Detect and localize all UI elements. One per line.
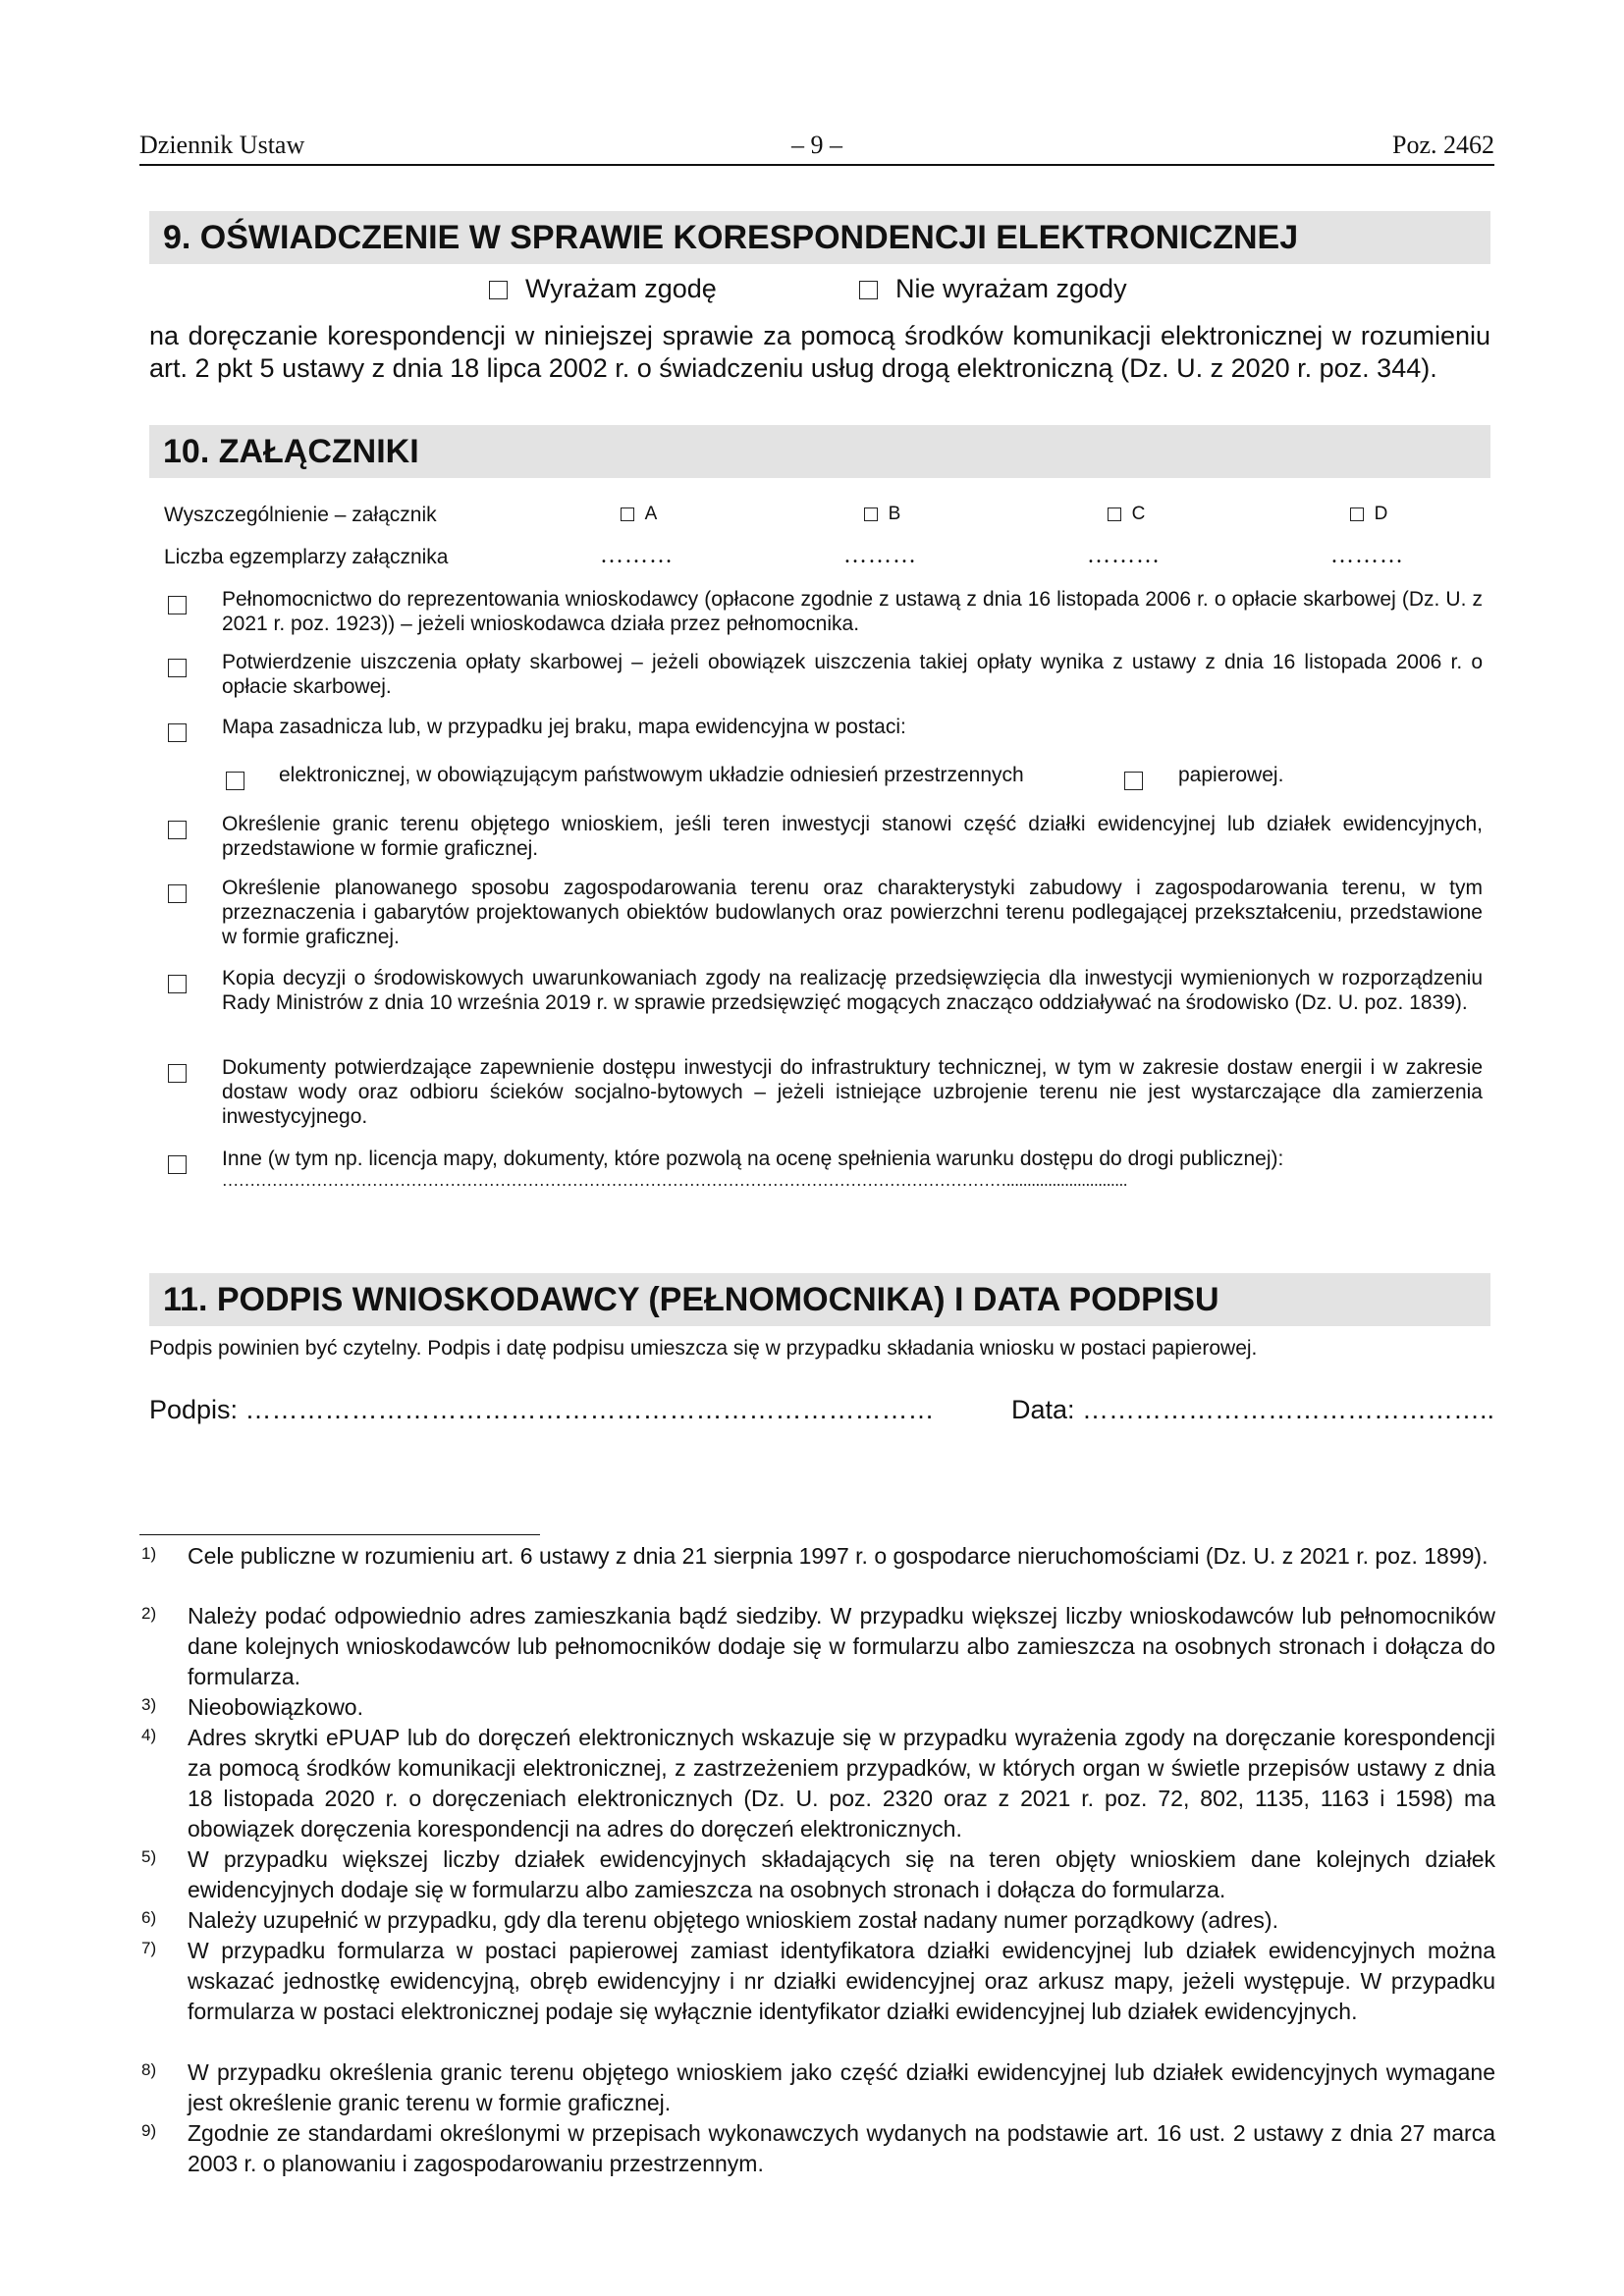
consent-no-option[interactable] [859, 274, 1127, 304]
footnote-text: Cele publiczne w rozumieniu art. 6 ustawy z dnia 21 sierpnia 1997 r. o gospodarce nieruchomościami (Dz. U. z 2021 r. poz. 1899). [188, 1543, 1489, 1569]
count-a-field[interactable]: ……… [600, 543, 674, 568]
attachment-c-checkbox[interactable] [1108, 507, 1121, 521]
consent-yes-checkbox[interactable] [489, 281, 508, 299]
attachment-boundaries: Określenie granic terenu objętego wnioskiem, jeśli teren inwestycji stanowi część działki ewidencyjnej lub działek ewidencyjnych, przedstawione w formie graficznej. [222, 813, 1483, 860]
count-d-field[interactable]: ……… [1330, 543, 1404, 568]
attachment-infrastructure: Dokumenty potwierdzające zapewnienie dostępu inwestycji do infrastruktury technicznej, w tym w zakresie dostaw energii i w zakresie dostaw wody oraz odbioru ścieków socjalno-bytowych – jeżeli istniejące uzbrojenie terenu nie jest wystarczające dla zamierzenia inwestycyjnego. [222, 1056, 1483, 1128]
section-9-title: 9. OŚWIADCZENIE W SPRAWIE KORESPONDENCJI ELEKTRONICZNEJ [149, 211, 1490, 264]
footnote-number: 4) [141, 1726, 157, 1744]
section-10-title: 10. ZAŁĄCZNIKI [149, 425, 1490, 478]
map-electronic-label: elektronicznej, w obowiązującym państwowym układzie odniesień przestrzennych [279, 764, 1024, 786]
footnote-number: 5) [141, 1847, 157, 1866]
attachment-other-field[interactable]: ……………………………………………………………………………………………………………………………............................. [222, 1171, 1128, 1190]
footnote-number: 8) [141, 2060, 157, 2079]
footnote-number: 1) [141, 1544, 157, 1563]
count-c-field[interactable]: ……… [1087, 543, 1161, 568]
page-header [139, 129, 1494, 166]
footnote-text: Zgodnie ze standardami określonymi w przepisach wykonawczych wydanych na podstawie art. 16 ust. 2 ustawy z dnia 27 marca 2003 r. o planowaniu i zagospodarowaniu przestrzennym. [188, 2120, 1495, 2176]
attachment-b-checkbox[interactable] [864, 507, 878, 521]
footnote-text: W przypadku większej liczby działek ewidencyjnych składających się na teren objęty wnioskiem dane kolejnych działek ewidencyjnych dodaje się w formularzu albo zamieszcza na osobnych stronach i dołącza do formularza. [188, 1846, 1495, 1902]
attachment-count-label: Liczba egzemplarzy załącznika [164, 546, 449, 568]
footnote-number: 7) [141, 1939, 157, 1957]
attachment-boundaries-checkbox[interactable] [168, 821, 187, 839]
attachment-environmental-decision: Kopia decyzji o środowiskowych uwarunkowaniach zgody na realizację przedsięwzięcia dla inwestycji wymienionych w rozporządzeniu Rady Ministrów z dnia 10 września 2019 r. w sprawie przedsięwzięć mogących znacząco oddziaływać na środowisko (Dz. U. poz. 1839). [222, 967, 1483, 1014]
footnote-number: 9) [141, 2121, 157, 2140]
attachment-fee-proof-checkbox[interactable] [168, 659, 187, 677]
attachment-power-of-attorney-checkbox[interactable] [168, 596, 187, 614]
attachment-a-checkbox[interactable] [621, 507, 634, 521]
footnote-text: Nieobowiązkowo. [188, 1694, 363, 1720]
footnote-text: Należy uzupełnić w przypadku, gdy dla terenu objętego wnioskiem został nadany numer porządkowy (adres). [188, 1907, 1278, 1933]
attachment-col-a[interactable] [621, 504, 657, 525]
section-11-title: 11. PODPIS WNIOSKODAWCY (PEŁNOMOCNIKA) I DATA PODPISU [149, 1273, 1490, 1326]
attachment-col-b[interactable] [864, 504, 900, 525]
footnote-number: 3) [141, 1695, 157, 1714]
attachment-other-checkbox[interactable] [168, 1155, 187, 1174]
signature-note: Podpis powinien być czytelny. Podpis i datę podpisu umieszcza się w przypadku składania wniosku w postaci papierowej. [149, 1337, 1258, 1360]
attachment-a-label: A [644, 504, 658, 524]
consent-statement: na doręczanie korespondencji w niniejszej sprawie za pomocą środków komunikacji elektronicznej w rozumieniu art. 2 pkt 5 ustawy z dnia 18 lipca 2002 r. o świadczeniu usług drogą elektroniczną (Dz. U. z 2020 r. poz. 344). [149, 321, 1490, 383]
map-electronic-checkbox[interactable] [226, 772, 244, 790]
attachment-environmental-decision-checkbox[interactable] [168, 975, 187, 993]
footnote-text: Adres skrytki ePUAP lub do doręczeń elektronicznych wskazuje się w przypadku wyrażenia zgody na doręczanie korespondencji za pomocą środków komunikacji elektronicznej, z zastrzeżeniem przypadków, w których organ w świetle przepisów ustawy z dnia 18 listopada 2020 r. o doręczeniach elektronicznych (Dz. U. poz. 2320 oraz z 2021 r. poz. 72, 802, 1135, 1163 i 1598) ma obowiązek doręczenia korespondencji na adres do doręczeń elektronicznych. [188, 1725, 1495, 1842]
attachment-col-d[interactable] [1350, 504, 1387, 525]
attachment-d-label: D [1374, 504, 1388, 524]
date-field[interactable]: Data: ……………………………………….. [1011, 1395, 1495, 1424]
footnote-text: Należy podać odpowiednio adres zamieszkania bądź siedziby. W przypadku większej liczby wnioskodawców lub pełnomocników dane kolejnych wnioskodawców lub pełnomocników dodaje się w formularzu albo zamieszcza na osobnych stronach i dołącza do formularza. [188, 1603, 1495, 1689]
attachment-c-label: C [1131, 504, 1146, 524]
attachment-map: Mapa zasadnicza lub, w przypadku jej braku, mapa ewidencyjna w postaci: [222, 716, 906, 738]
consent-no-checkbox[interactable] [859, 281, 878, 299]
attachment-b-label: B [888, 504, 901, 524]
attachment-other: Inne (w tym np. licencja mapy, dokumenty, które pozwolą na ocenę spełnienia warunku dostępu do drogi publicznej): [222, 1148, 1284, 1170]
count-b-field[interactable]: ……… [843, 543, 917, 568]
attachment-spec-label: Wyszczególnienie – załącznik [164, 504, 437, 526]
consent-yes-option[interactable] [489, 274, 717, 304]
footnote-number: 6) [141, 1908, 157, 1927]
consent-no-label: Nie wyrażam zgody [895, 274, 1127, 303]
attachment-d-checkbox[interactable] [1350, 507, 1364, 521]
position-number: Poz. 2462 [1392, 131, 1494, 159]
page-number: – 9 – [791, 131, 842, 159]
journal-name: Dziennik Ustaw [139, 131, 305, 159]
attachment-infrastructure-checkbox[interactable] [168, 1064, 187, 1083]
attachment-col-c[interactable] [1108, 504, 1145, 525]
attachment-development-plan: Określenie planowanego sposobu zagospodarowania terenu oraz charakterystyki zabudowy i zagospodarowania terenu, w tym przeznaczenia i gabarytów projektowanych obiektów budowlanych oraz powierzchni terenu podlegającej przekształceniu, przedstawione w formie graficznej. [222, 877, 1483, 948]
attachment-fee-proof: Potwierdzenie uiszczenia opłaty skarbowej – jeżeli obowiązek uiszczenia takiej opłaty wynika z ustawy z dnia 16 listopada 2006 r. o opłacie skarbowej. [222, 651, 1483, 698]
consent-yes-label: Wyrażam zgodę [525, 274, 717, 303]
footnote-separator [139, 1534, 540, 1535]
map-paper-checkbox[interactable] [1124, 772, 1143, 790]
signature-field[interactable]: Podpis: …………………………………………………………………… [149, 1395, 935, 1424]
footnote-text: W przypadku określenia granic terenu objętego wnioskiem jako część działki ewidencyjnej lub działek ewidencyjnych wymagane jest określenie granic terenu w formie graficznej. [188, 2059, 1495, 2115]
attachment-map-checkbox[interactable] [168, 723, 187, 742]
footnote-number: 2) [141, 1604, 157, 1623]
footnote-text: W przypadku formularza w postaci papierowej zamiast identyfikatora działki ewidencyjnej lub działek ewidencyjnych można wskazać jednostkę ewidencyjną, obręb ewidencyjny i nr działki ewidencyjnej oraz arkusz mapy, jeżeli występuje. W przypadku formularza w postaci elektronicznej podaje się wyłącznie identyfikator działki ewidencyjnej lub działek ewidencyjnych. [188, 1938, 1495, 2024]
attachment-development-plan-checkbox[interactable] [168, 884, 187, 903]
map-paper-label: papierowej. [1178, 764, 1284, 786]
attachment-power-of-attorney: Pełnomocnictwo do reprezentowania wnioskodawcy (opłacone zgodnie z ustawą z dnia 16 listopada 2006 r. o opłacie skarbowej (Dz. U. z 2021 r. poz. 1923)) – jeżeli wnioskodawca działa przez pełnomocnika. [222, 588, 1483, 635]
